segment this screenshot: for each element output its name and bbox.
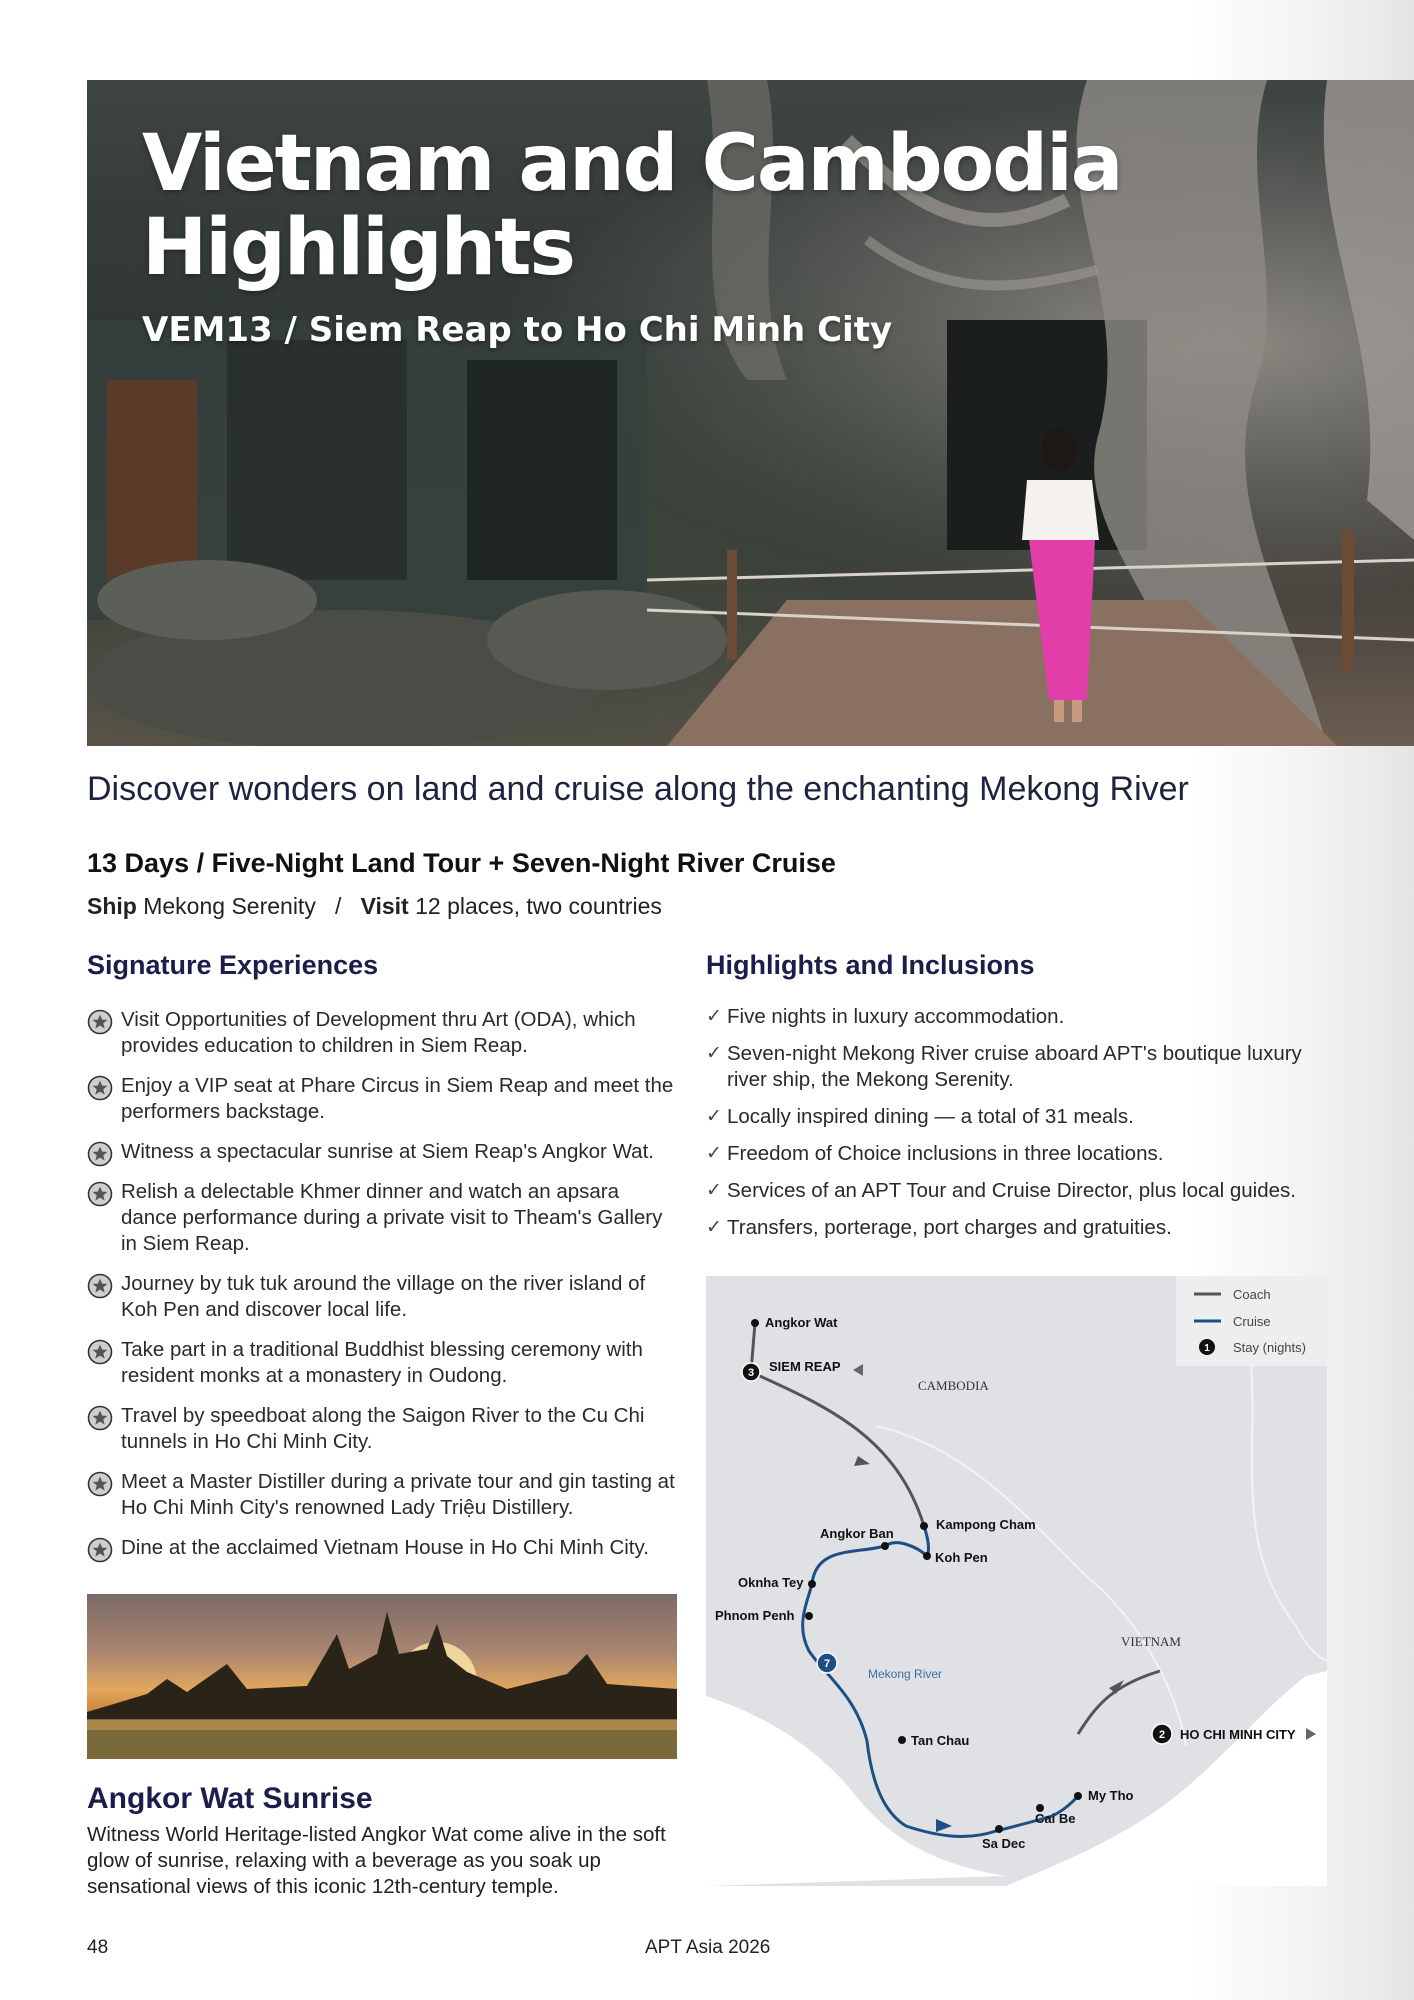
place-siem-reap: SIEM REAP	[769, 1359, 841, 1374]
map-svg	[706, 1276, 1327, 1886]
place-oknha-tey: Oknha Tey	[738, 1575, 804, 1590]
list-item: Visit Opportunities of Development thru Art (ODA), which provides education to children in Siem Reap.	[87, 1007, 677, 1059]
svg-text:1: 1	[1204, 1343, 1210, 1354]
siem-reap-nights-badge: 3	[747, 1367, 755, 1379]
star-icon	[87, 1537, 113, 1563]
list-item: Meet a Master Distiller during a private tour and gin tasting at Ho Chi Minh City's renowned Lady Triệu Distillery.	[87, 1469, 677, 1521]
direction-arrow-icon	[936, 1819, 952, 1832]
check-icon: ✓	[706, 1180, 722, 1201]
place-tan-chau: Tan Chau	[911, 1733, 970, 1748]
list-item: ✓ Five nights in luxury accommodation.	[706, 1005, 1065, 1028]
star-icon	[87, 1075, 113, 1101]
ship-name: Mekong Serenity	[143, 893, 316, 919]
hcmc-nights-badge: 2	[1158, 1729, 1166, 1741]
list-item: Witness a spectacular sunrise at Siem Reap's Angkor Wat.	[87, 1139, 677, 1165]
coach-route-hcmc	[1078, 1671, 1160, 1734]
place-phnom-penh: Phnom Penh	[715, 1608, 795, 1623]
angkor-description: Witness World Heritage-listed Angkor Wat come alive in the soft glow of sunrise, relaxing with a beverage as you soak up sensational views of this iconic 12th-century temple.	[87, 1823, 666, 1898]
sunrise-illustration	[87, 1594, 677, 1759]
coach-route-kampong-cham	[751, 1372, 924, 1526]
place-kampong-cham: Kampong Cham	[936, 1517, 1036, 1532]
angkor-title: Angkor Wat Sunrise	[87, 1782, 373, 1815]
tagline: Discover wonders on land and cruise along the enchanting Mekong River	[87, 770, 1189, 808]
list-item: ✓ Services of an APT Tour and Cruise Director, plus local guides.	[706, 1179, 1296, 1202]
list-item: ✓ Freedom of Choice inclusions in three locations.	[706, 1142, 1164, 1165]
title-line-2: Highlights	[142, 203, 574, 293]
legend-cruise-label: Cruise	[1233, 1314, 1271, 1329]
check-icon: ✓	[706, 1006, 722, 1027]
star-icon	[87, 1405, 113, 1431]
list-item: Enjoy a VIP seat at Phare Circus in Siem Reap and meet the performers backstage.	[87, 1073, 677, 1125]
trip-duration: 13 Days / Five-Night Land Tour + Seven-Night River Cruise	[87, 848, 836, 878]
footer-brand: APT Asia 2026	[645, 1937, 771, 1958]
start-arrow-icon	[853, 1364, 863, 1376]
legend-stay-label: Stay (nights)	[1233, 1340, 1306, 1355]
list-item: ✓ Seven-night Mekong River cruise aboard APT's boutique luxury river ship, the Mekong Serenity.	[706, 1042, 1302, 1091]
star-icon	[87, 1471, 113, 1497]
star-icon	[87, 1009, 113, 1035]
highlights-heading: Highlights and Inclusions	[706, 950, 1035, 980]
list-item: ✓ Transfers, porterage, port charges and gratuities.	[706, 1216, 1172, 1239]
direction-arrow-icon	[854, 1456, 870, 1466]
place-hcmc: HO CHI MINH CITY	[1180, 1727, 1296, 1742]
page-number: 48	[87, 1937, 109, 1958]
ship-visit-line	[87, 893, 662, 920]
trip-code-subtitle: VEM13 / Siem Reap to Ho Chi Minh City	[142, 310, 893, 350]
page-title	[142, 119, 1242, 293]
hero-image	[87, 80, 1414, 746]
star-icon	[87, 1339, 113, 1365]
place-angkor-wat: Angkor Wat	[765, 1315, 838, 1330]
title-line-1: Vietnam and Cambodia	[142, 119, 1122, 209]
list-item: Take part in a traditional Buddhist blessing ceremony with resident monks at a monastery in Oudong.	[87, 1337, 677, 1389]
signature-heading: Signature Experiences	[87, 950, 379, 980]
check-icon: ✓	[706, 1043, 722, 1064]
list-item: Journey by tuk tuk around the village on the river island of Koh Pen and discover local life.	[87, 1271, 677, 1323]
river-label: Mekong River	[868, 1667, 943, 1681]
visit-value: 12 places, two countries	[415, 893, 662, 919]
star-icon	[87, 1273, 113, 1299]
visit-label: Visit	[360, 893, 409, 919]
country-cambodia: CAMBODIA	[918, 1378, 989, 1393]
check-icon: ✓	[706, 1143, 722, 1164]
angkor-sunrise-image	[87, 1594, 677, 1759]
list-item: ✓ Locally inspired dining — a total of 31 meals.	[706, 1105, 1134, 1128]
route-map	[706, 1276, 1327, 1886]
place-angkor-ban: Angkor Ban	[820, 1526, 894, 1541]
check-icon: ✓	[706, 1217, 722, 1238]
place-koh-pen: Koh Pen	[935, 1550, 988, 1565]
separator: /	[335, 893, 342, 919]
country-vietnam: VIETNAM	[1121, 1634, 1181, 1649]
place-cai-be: Cai Be	[1035, 1811, 1076, 1826]
star-icon	[87, 1141, 113, 1167]
signature-list	[87, 1007, 677, 1575]
cruise-nights-badge: 7	[823, 1658, 831, 1670]
highlights-list	[706, 1004, 1336, 1252]
place-sa-dec: Sa Dec	[982, 1836, 1026, 1851]
list-item: Relish a delectable Khmer dinner and watch an apsara dance performance during a private visit to Theam's Gallery in Siem Reap.	[87, 1179, 677, 1257]
list-item: Travel by speedboat along the Saigon River to the Cu Chi tunnels in Ho Chi Minh City.	[87, 1403, 677, 1455]
list-item: Dine at the acclaimed Vietnam House in Ho Chi Minh City.	[87, 1535, 677, 1561]
check-icon: ✓	[706, 1106, 722, 1127]
ship-label: Ship	[87, 893, 137, 919]
legend-coach-label: Coach	[1233, 1287, 1271, 1302]
star-icon	[87, 1181, 113, 1207]
place-my-tho: My Tho	[1088, 1788, 1134, 1803]
